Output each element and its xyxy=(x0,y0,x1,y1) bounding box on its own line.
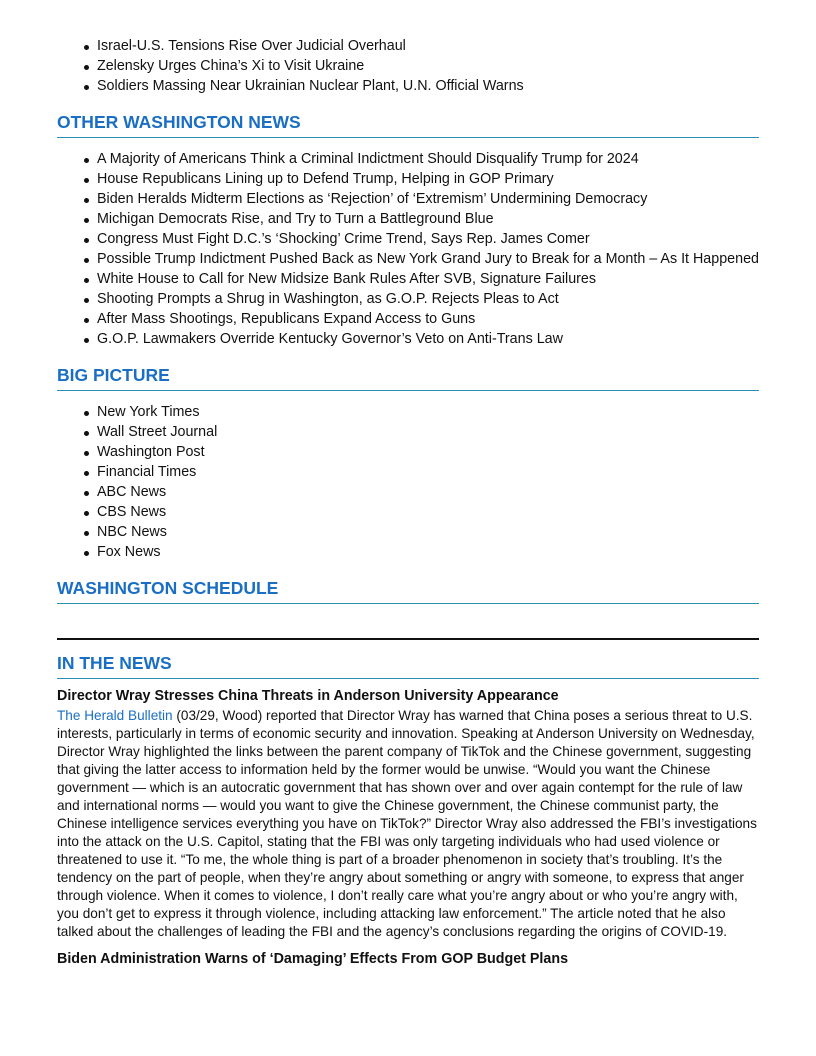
list-item[interactable]: Soldiers Massing Near Ukrainian Nuclear Plant, U.N. Official Warns xyxy=(97,76,759,96)
in-the-news-section xyxy=(57,651,759,968)
big-picture-list xyxy=(57,402,759,562)
list-item[interactable]: Fox News xyxy=(97,542,759,562)
section-heading: OTHER WASHINGTON NEWS xyxy=(57,110,759,138)
list-item[interactable]: Congress Must Fight D.C.’s ‘Shocking’ Crime Trend, Says Rep. James Comer xyxy=(97,229,759,249)
other-washington-news-section xyxy=(57,110,759,349)
article-title: Director Wray Stresses China Threats in Anderson University Appearance xyxy=(57,688,559,704)
list-item[interactable]: White House to Call for New Midsize Bank Rules After SVB, Signature Failures xyxy=(97,269,759,289)
list-item[interactable]: Possible Trump Indictment Pushed Back as New York Grand Jury to Break for a Month – As It Happened xyxy=(97,251,759,267)
list-item[interactable]: NBC News xyxy=(97,522,759,542)
list-item[interactable]: Zelensky Urges China’s Xi to Visit Ukraine xyxy=(97,56,759,76)
other-washington-news-list xyxy=(57,149,759,349)
article-text: (03/29, Wood) reported that Director Wray has warned that China poses a serious threat to U.S. interests, particularly in terms of economic security and innovation. Speaking at Anderson University on Wednesday, Director Wray highlighted the links between the parent company of TikTok and the Chinese government, suggesting that giving the latter access to information held by the former would be unwise. “Would you want the Chinese government — which is an autocratic government that has shown over and over again contempt for the rule of law and international norms — would you want to give the Chinese government, the Chinese communist party, the Chinese intelligence services everything you have on TikTok?” Director Wray also addressed the FBI’s investigations into the attack on the U.S. Capitol, stating that the FBI was only targeting individuals who had used violence or threatened to use it. “To me, the whole thing is part of a broader phenomenon in society that’s troubling. It’s the tendency on the part of people, when they’re angry about something or angry with someone, to express that anger through violence. When it comes to violence, I don’t really care what you’re angry about or who you’re angry with, you don’t get to express it through violence, including attacking law enforcement.” The article noted that he also talked about the challenges of leading the FBI and the agency’s conclusions regarding the origins of COVID-19. xyxy=(57,708,757,939)
list-item[interactable]: House Republicans Lining up to Defend Trump, Helping in GOP Primary xyxy=(97,169,759,189)
top-news-list xyxy=(57,36,759,96)
list-item[interactable]: Financial Times xyxy=(97,462,759,482)
section-heading: BIG PICTURE xyxy=(57,363,759,391)
list-item[interactable]: Michigan Democrats Rise, and Try to Turn a Battleground Blue xyxy=(97,209,759,229)
list-item[interactable]: Wall Street Journal xyxy=(97,422,759,442)
section-heading: WASHINGTON SCHEDULE xyxy=(57,576,759,604)
list-item[interactable]: ABC News xyxy=(97,482,759,502)
list-item[interactable]: Israel-U.S. Tensions Rise Over Judicial Overhaul xyxy=(97,36,759,56)
washington-schedule-section xyxy=(57,576,759,604)
list-item[interactable]: Biden Heralds Midterm Elections as ‘Rejection’ of ‘Extremism’ Undermining Democracy xyxy=(97,189,759,209)
article-body xyxy=(57,707,759,941)
section-divider xyxy=(57,638,759,640)
list-item[interactable]: New York Times xyxy=(97,402,759,422)
list-item[interactable]: A Majority of Americans Think a Criminal Indictment Should Disqualify Trump for 2024 xyxy=(97,149,759,169)
list-item[interactable]: After Mass Shootings, Republicans Expand Access to Guns xyxy=(97,309,759,329)
article-title: Biden Administration Warns of ‘Damaging’ Effects From GOP Budget Plans xyxy=(57,951,569,967)
list-item[interactable]: G.O.P. Lawmakers Override Kentucky Governor’s Veto on Anti-Trans Law xyxy=(97,329,759,349)
source-link[interactable]: The Herald Bulletin xyxy=(57,708,173,723)
list-item[interactable]: Shooting Prompts a Shrug in Washington, as G.O.P. Rejects Pleas to Act xyxy=(97,289,759,309)
list-item[interactable]: CBS News xyxy=(97,502,759,522)
document-page xyxy=(57,36,759,968)
list-item[interactable]: Washington Post xyxy=(97,442,759,462)
big-picture-section xyxy=(57,363,759,562)
section-heading: IN THE NEWS xyxy=(57,651,759,679)
